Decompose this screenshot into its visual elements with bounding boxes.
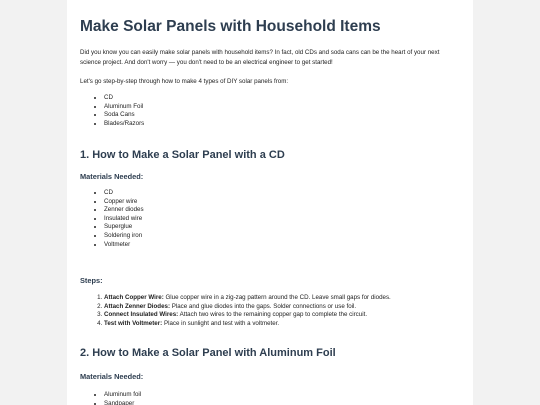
list-item: • Soda Cans <box>104 111 144 120</box>
section-2-materials-list <box>80 391 141 405</box>
step-item <box>104 320 473 329</box>
step-text: Place in sunlight and test with a voltmeter. <box>162 319 280 327</box>
list-item: • Blades/Razors <box>104 120 144 129</box>
page-title: Make Solar Panels with Household Items <box>80 18 381 35</box>
list-item: • Sandpaper <box>104 400 141 405</box>
intro-paragraph: Did you know you can easily make solar panels with household items? In fact, old CDs and soda cans can be the heart of your next science project. And don't worry — you don't need to be an electrical engineer to get started! <box>80 49 440 66</box>
step-title: Attach Copper Wire: <box>104 294 164 301</box>
list-item: • CD <box>104 94 144 103</box>
step-text: Place and glue diodes into the gaps. Solder connections or use foil. <box>170 302 357 310</box>
list-item: • Insulated wire <box>104 215 144 224</box>
section-1-heading: 1. How to Make a Solar Panel with a CD <box>80 149 285 161</box>
step-text: Attach two wires to the remaining copper gap to complete the circuit. <box>178 311 368 319</box>
section-1-materials-heading: Materials Needed: <box>80 172 144 181</box>
list-item: • Aluminum foil <box>104 391 141 400</box>
step-title: Attach Zenner Diodes: <box>104 302 171 310</box>
step-text: Glue copper wire in a zig-zag pattern around the CD. Leave small gaps for diodes. <box>163 294 391 301</box>
section-1-steps-list <box>80 294 473 328</box>
section-2-heading: 2. How to Make a Solar Panel with Aluminum Foil <box>80 347 336 359</box>
step-title: Test with Voltmeter: <box>104 319 163 327</box>
list-item: • Zenner diodes <box>104 206 144 215</box>
section-1-steps-heading: Steps: <box>80 276 103 285</box>
list-item: • Copper wire <box>104 198 144 207</box>
step-item <box>104 294 473 303</box>
types-list <box>80 94 144 128</box>
step-title: Connect Insulated Wires: <box>104 311 179 319</box>
section-2-materials-heading: Materials Needed: <box>80 372 144 381</box>
section-1-materials-list <box>80 189 144 249</box>
lead-paragraph: Let's go step-by-step through how to make 4 types of DIY solar panels from: <box>80 78 289 85</box>
step-item <box>104 311 473 320</box>
step-item <box>104 303 473 312</box>
list-item: • Superglue <box>104 223 144 232</box>
list-item: • Soldering iron <box>104 232 144 241</box>
list-item: • Aluminum Foil <box>104 103 144 112</box>
list-item: • CD <box>104 189 144 198</box>
document-page <box>67 0 473 405</box>
list-item: • Voltmeter <box>104 241 144 250</box>
